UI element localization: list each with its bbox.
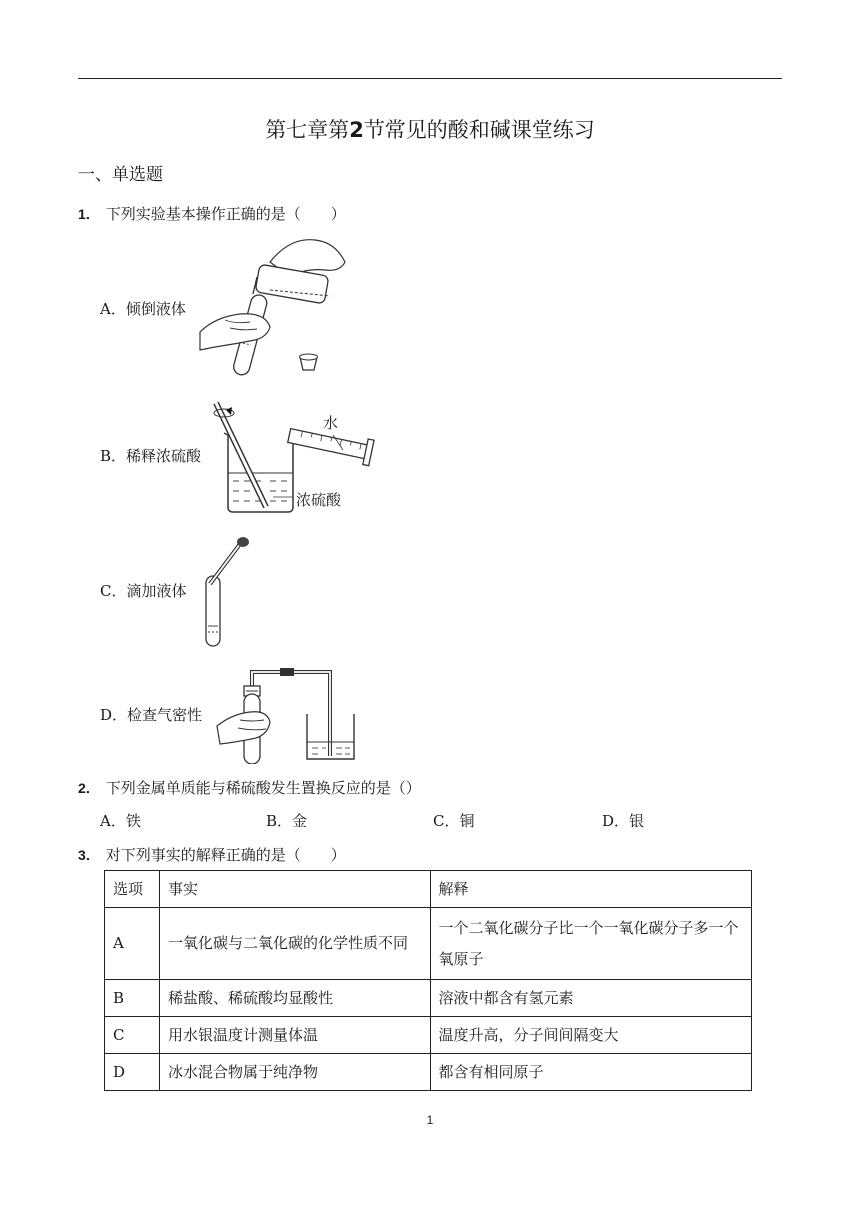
question-2 [78, 777, 421, 798]
option-1d: D．检查气密性 [100, 706, 203, 724]
section-heading: 一、单选题 [78, 165, 163, 185]
option-2b: B．金 [266, 812, 308, 830]
table-cell: 稀盐酸、稀硫酸均显酸性 [159, 980, 430, 1017]
dropper-figure [196, 534, 256, 650]
acid-label: 浓硫酸 [296, 491, 342, 509]
table-cell: 用水银温度计测量体温 [159, 1017, 430, 1054]
table-cell: 都含有相同原子 [430, 1054, 751, 1091]
table-header-row [105, 871, 752, 908]
question-number: 3． [78, 847, 100, 863]
page-number: 1 [426, 1113, 434, 1127]
header-rule [78, 78, 782, 79]
pour-liquid-figure [195, 232, 355, 377]
table-cell: A [105, 908, 160, 980]
question-stem: 对下列事实的解释正确的是（ ） [105, 846, 346, 864]
question-number: 1． [78, 206, 100, 222]
table-cell: B [105, 980, 160, 1017]
option-1c: C．滴加液体 [100, 582, 187, 600]
table-row [105, 1017, 752, 1054]
header-cell: 解释 [430, 871, 751, 908]
table-cell: 温度升高，分子间间隔变大 [430, 1017, 751, 1054]
header-cell: 事实 [159, 871, 430, 908]
table-cell: 一个二氧化碳分子比一个一氧化碳分子多一个氧原子 [430, 908, 751, 980]
option-2c: C．铜 [433, 812, 475, 830]
option-1b: B．稀释浓硫酸 [100, 447, 202, 465]
table-cell: 冰水混合物属于纯净物 [159, 1054, 430, 1091]
table-cell: D [105, 1054, 160, 1091]
airtight-check-figure [212, 664, 362, 764]
option-1a: A．倾倒液体 [100, 300, 186, 318]
option-2d: D．银 [602, 812, 645, 830]
question-1 [78, 203, 346, 224]
option-2a: A．铁 [100, 812, 141, 830]
table-row [105, 980, 752, 1017]
table-row [105, 1054, 752, 1091]
question-3 [78, 844, 346, 865]
dilute-acid-figure [208, 395, 388, 517]
header-cell: 选项 [105, 871, 160, 908]
table-cell: C [105, 1017, 160, 1054]
water-label: 水 [323, 414, 339, 432]
question-number: 2． [78, 780, 100, 796]
page-title: 第七章第2节常见的酸和碱课堂练习 [265, 118, 595, 142]
question-stem: 下列金属单质能与稀硫酸发生置换反应的是（） [105, 779, 421, 797]
question-stem: 下列实验基本操作正确的是（ ） [105, 205, 346, 223]
table-row [105, 908, 752, 980]
table-cell: 一氧化碳与二氧化碳的化学性质不同 [159, 908, 430, 980]
table-cell: 溶液中都含有氢元素 [430, 980, 751, 1017]
facts-table [104, 870, 752, 1091]
